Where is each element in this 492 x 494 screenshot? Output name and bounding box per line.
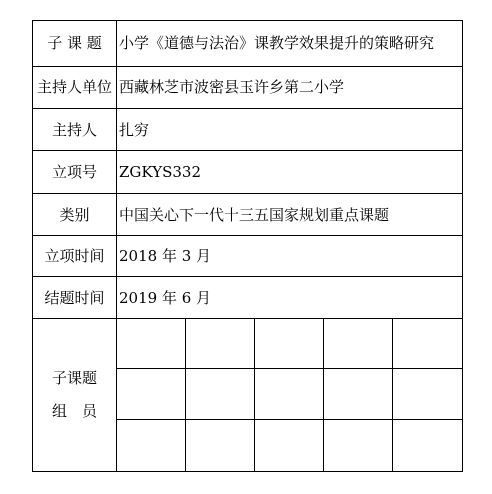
host-value: 扎穷 <box>117 108 463 150</box>
member-cell <box>255 319 324 369</box>
members-label <box>33 319 117 472</box>
member-cell <box>324 368 393 420</box>
member-cell <box>186 420 255 472</box>
host-label: 主持人 <box>33 108 117 150</box>
row-host <box>33 108 463 150</box>
member-cell <box>324 319 393 369</box>
subtopic-value: 小学《道德与法治》课教学效果提升的策略研究 <box>117 21 463 67</box>
member-cell <box>117 319 186 369</box>
host-unit-label: 主持人单位 <box>33 66 117 108</box>
category-label: 类别 <box>33 193 117 235</box>
row-subtopic <box>33 21 463 67</box>
members-label-line1: 子课题 <box>51 369 97 388</box>
end-date-label: 结题时间 <box>33 276 117 318</box>
start-date-label: 立项时间 <box>33 236 117 276</box>
member-row-1 <box>33 319 463 369</box>
member-cell <box>393 368 463 420</box>
member-cell <box>186 368 255 420</box>
member-cell <box>393 319 463 369</box>
member-cell <box>117 420 186 472</box>
project-number-label: 立项号 <box>33 151 117 193</box>
category-value: 中国关心下一代十三五国家规划重点课题 <box>117 193 463 235</box>
row-end-date <box>33 276 463 318</box>
member-cell <box>255 420 324 472</box>
member-cell <box>393 420 463 472</box>
project-number-value: ZGKYS332 <box>117 151 463 193</box>
row-category <box>33 193 463 235</box>
member-cell <box>324 420 393 472</box>
members-label-line2: 组 员 <box>51 402 97 421</box>
end-date-value: 2019 年 6 月 <box>117 276 463 318</box>
member-cell <box>117 368 186 420</box>
row-start-date <box>33 236 463 276</box>
row-project-number <box>33 151 463 193</box>
host-unit-value: 西藏林芝市波密县玉许乡第二小学 <box>117 66 463 108</box>
member-cell <box>255 368 324 420</box>
start-date-value: 2018 年 3 月 <box>117 236 463 276</box>
subtopic-label: 子 课 题 <box>33 21 117 67</box>
project-info-table <box>32 20 463 472</box>
row-host-unit <box>33 66 463 108</box>
member-cell <box>186 319 255 369</box>
